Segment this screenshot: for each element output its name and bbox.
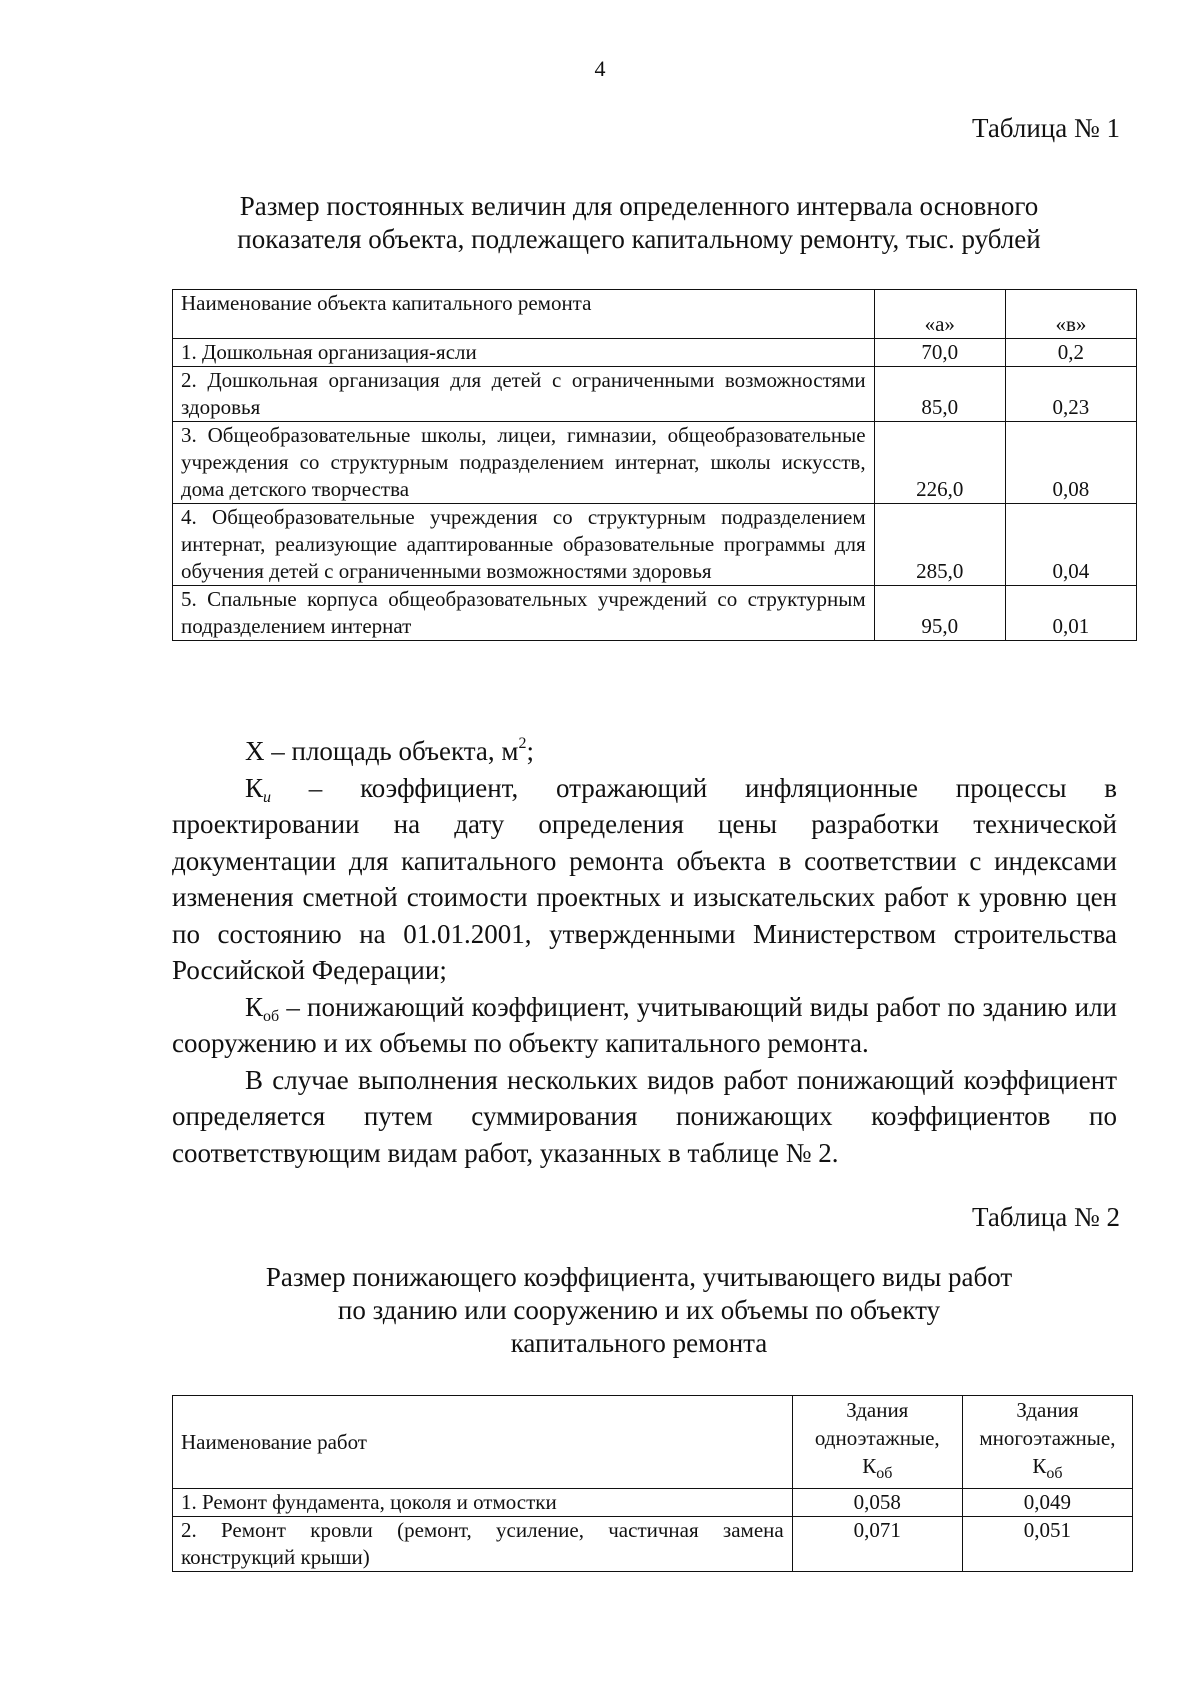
table2-row1-multi: 0,049 [962, 1489, 1132, 1517]
table2-label: Таблица № 2 [972, 1202, 1120, 1232]
x-definition-sup: 2 [518, 735, 527, 752]
table1-label: Таблица № 1 [972, 113, 1120, 143]
table1-row1-a: 70,0 [874, 339, 1005, 367]
table1-row1-name: 1. Дошкольная организация-ясли [173, 339, 875, 367]
table2-header-multi-k [971, 1452, 1124, 1480]
table1-row2-a: 85,0 [874, 367, 1005, 422]
table2-row2-multi: 0,051 [962, 1517, 1132, 1572]
table-row [173, 339, 1137, 367]
multi-works-paragraph: В случае выполнения нескольких видов работ понижающий коэффициент определяется путем суммирования понижающих коэффициентов по соответствующим видам работ, указанных в таблице № 2. [172, 1064, 1117, 1168]
table1-row3-name: 3. Общеобразовательные школы, лицеи, гимназии, общеобразовательные учреждения со структурным подразделением интернат, школы искусств, дома детского творчества [173, 422, 875, 504]
table1-header-name: Наименование объекта капитального ремонта [173, 290, 875, 339]
table-row [173, 367, 1137, 422]
x-definition [172, 733, 1117, 770]
ki-text: – коэффициент, отражающий инфляционные процессы в проектировании на дату определения цены разработки технической документации для капитального ремонта объекта в соответствии с индексами изменения сметной стоимости проектных и изыскательских работ к уровню цен по состоянию на 01.01.2001, утвержденными Министерством строительства Российской Федерации; [172, 772, 1117, 985]
table2-header-multi-line1: Здания [1016, 1398, 1079, 1422]
table1-row4-b: 0,04 [1005, 504, 1136, 586]
table2-row2-name: 2. Ремонт кровли (ремонт, усиление, частичная замена конструкций крыши) [173, 1517, 793, 1572]
table1-header-a: «а» [874, 290, 1005, 339]
table2-header-single-k [801, 1452, 954, 1480]
table2-row2-single: 0,071 [792, 1517, 962, 1572]
table2-title-line1: Размер понижающего коэффициента, учитывающего виды работ [265, 1262, 1013, 1292]
table1-row4-name: 4. Общеобразовательные учреждения со структурным подразделением интернат, реализующие адаптированные образовательные программы для обучения детей с ограниченными возможностями здоровья [173, 504, 875, 586]
table2-header-single-k-symbol: К [862, 1454, 877, 1478]
table2-header-row [173, 1396, 1133, 1489]
table2 [172, 1395, 1133, 1572]
table1-title-line1: Размер постоянных величин для определенного интервала основного [239, 191, 1039, 221]
table-row [173, 422, 1137, 504]
table1-row5-a: 95,0 [874, 586, 1005, 641]
table-row [173, 504, 1137, 586]
table-row [173, 1489, 1133, 1517]
table2-header-name: Наименование работ [173, 1396, 793, 1489]
ki-sub: и [263, 788, 272, 806]
table-row [173, 1517, 1133, 1572]
table2-title-line2: по зданию или сооружению и их объемы по объекту [337, 1295, 941, 1325]
table2-header-single-line2: одноэтажные, [814, 1426, 940, 1450]
kob-sub: об [263, 1007, 280, 1025]
table2-row1-name: 1. Ремонт фундамента, цоколя и отмостки [173, 1489, 793, 1517]
table2-row1-single: 0,058 [792, 1489, 962, 1517]
table2-header-multi-k-symbol: К [1032, 1454, 1047, 1478]
table1-row2-b: 0,23 [1005, 367, 1136, 422]
table2-header-single [792, 1396, 962, 1489]
ki-symbol: К [245, 772, 264, 803]
x-definition-end: ; [526, 736, 534, 766]
table2-header-multi-k-sub: об [1046, 1465, 1063, 1482]
x-definition-text: X – площадь объекта, м [245, 736, 519, 766]
table1-row2-name: 2. Дошкольная организация для детей с ограниченными возможностями здоровья [173, 367, 875, 422]
table1-row5-b: 0,01 [1005, 586, 1136, 641]
kob-definition [172, 989, 1117, 1062]
table2-header-multi-line2: многоэтажные, [979, 1426, 1116, 1450]
table1-header-row [173, 290, 1137, 339]
body-text [172, 733, 1117, 1171]
table2-header-multi [962, 1396, 1132, 1489]
table2-title [160, 1261, 1118, 1360]
table1-title [160, 190, 1118, 256]
table1-row1-b: 0,2 [1005, 339, 1136, 367]
kob-text: – понижающий коэффициент, учитывающий виды работ по зданию или сооружению и их объемы по объекту капитального ремонта. [172, 991, 1117, 1058]
table1-header-b: «в» [1005, 290, 1136, 339]
table2-title-line3: капитального ремонта [510, 1328, 768, 1358]
table1-row3-b: 0,08 [1005, 422, 1136, 504]
table1-row4-a: 285,0 [874, 504, 1005, 586]
table1-row3-a: 226,0 [874, 422, 1005, 504]
table1 [172, 289, 1137, 641]
table1-title-line2: показателя объекта, подлежащего капитальному ремонту, тыс. рублей [237, 224, 1041, 254]
table1-row5-name: 5. Спальные корпуса общеобразовательных учреждений со структурным подразделением интернат [173, 586, 875, 641]
table2-header-single-k-sub: об [876, 1465, 893, 1482]
page-number: 4 [594, 56, 606, 81]
table-row [173, 586, 1137, 641]
kob-symbol: К [245, 991, 264, 1022]
table2-header-single-line1: Здания [846, 1398, 909, 1422]
ki-definition [172, 770, 1117, 989]
